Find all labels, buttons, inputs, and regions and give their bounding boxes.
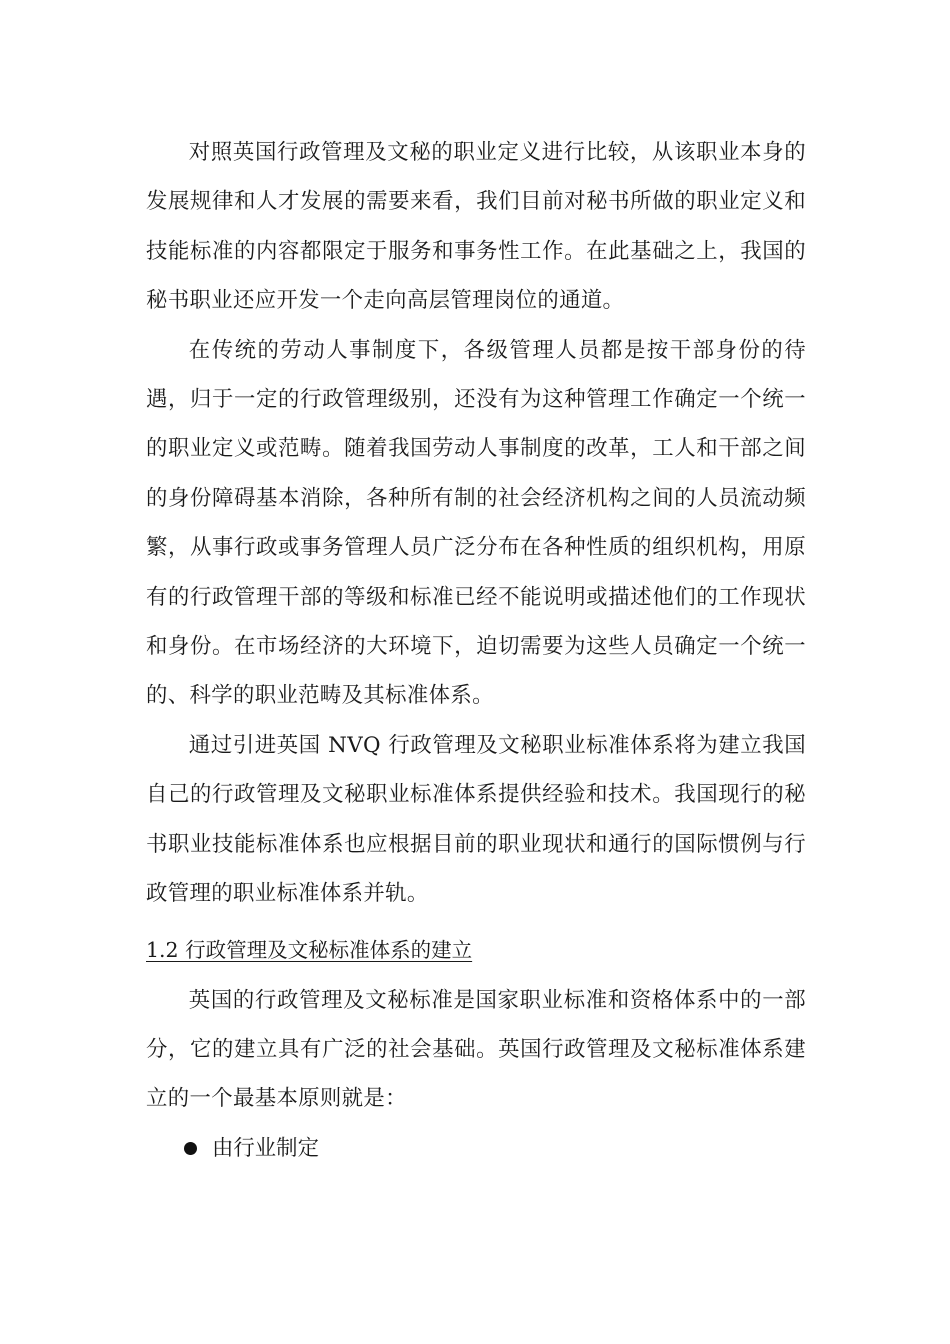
principles-list [146, 1124, 806, 1173]
paragraph-personnel-system: 在传统的劳动人事制度下，各级管理人员都是按干部身份的待遇，归于一定的行政管理级别，还没有为这种管理工作确定一个统一的职业定义或范畴。随着我国劳动人事制度的改革，工人和干部之间的身份障碍基本消除，各种所有制的社会经济机构之间的人员流动频繁，从事行政或事务管理人员广泛分布在各种性质的组织机构，用原有的行政管理干部的等级和标准已经不能说明或描述他们的工作现状和身份。在市场经济的大环境下，迫切需要为这些人员确定一个统一的、科学的职业范畴及其标准体系。 [146, 337, 806, 709]
paragraph-nvq-introduction: 通过引进英国 NVQ 行政管理及文秘职业标准体系将为建立我国自己的行政管理及文秘职业标准体系提供经验和技术。我国现行的秘书职业技能标准体系也应根据目前的职业现状和通行的国际惯例与行政管理的职业标准体系并轨。 [146, 732, 806, 907]
bullet-dot-icon [184, 1142, 197, 1155]
paragraph-career-definition: 对照英国行政管理及文秘的职业定义进行比较，从该职业本身的发展规律和人才发展的需要来看，我们目前对秘书所做的职业定义和技能标准的内容都限定于服务和事务性工作。在此基础之上，我国的秘书职业还应开发一个走向高层管理岗位的通道。 [146, 140, 806, 314]
paragraph-uk-standards: 英国的行政管理及文秘标准是国家职业标准和资格体系中的一部分，它的建立具有广泛的社会基础。英国行政管理及文秘标准体系建立的一个最基本原则就是： [146, 987, 806, 1112]
section-heading: 1.2 行政管理及文秘标准体系的建立 [146, 937, 473, 962]
document-page [146, 128, 806, 1173]
list-item-text: 由行业制定 [212, 1135, 319, 1161]
list-item [146, 1124, 806, 1173]
